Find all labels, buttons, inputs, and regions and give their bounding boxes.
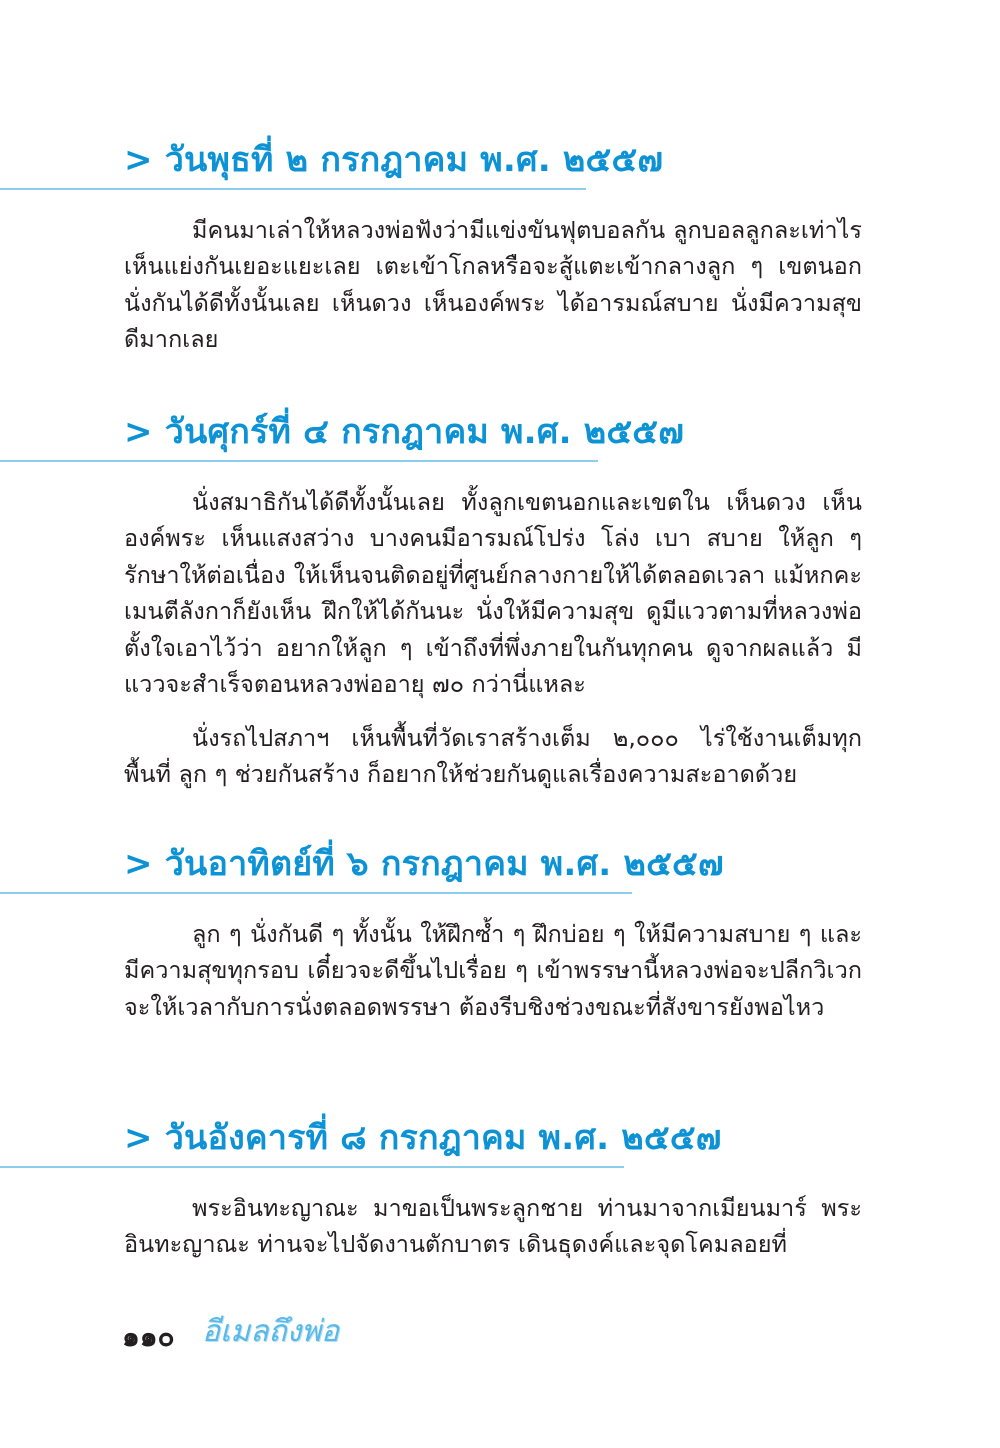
paragraph: พระอินทะญาณะ มาขอเป็นพระลูกชาย ท่านมาจากเมียนมาร์ พระอินทะญาณะ ท่านจะไปจัดงานตักบาตร เดินธุดงค์และจุดโคมลอยที่ [124, 1194, 862, 1259]
heading-text: > วันศุกร์ที่ ๔ กรกฎาคม พ.ศ. ๒๕๕๗ [124, 412, 684, 452]
paragraph: นั่งสมาธิกันได้ดีทั้งนั้นเลย ทั้งลูกเขตนอกและเขตใน เห็นดวง เห็นองค์พระ เห็นแสงสว่าง บางคนมีอารมณ์โปร่ง โล่ง เบา สบาย ให้ลูก ๆ รักษาให้ต่อเนื่อง ให้เห็นจนติดอยู่ที่ศูนย์กลางกายให้ได้ตลอดเวลา แม้หกคะเมนตีลังกาก็ยังเห็น ฝึกให้ได้กันนะ นั่งให้มีความสุข ดูมีแววตามที่หลวงพ่อตั้งใจเอาไว้ว่า อยากให้ลูก ๆ เข้าถึงที่พึ่งภายในกันทุกคน ดูจากผลแล้ว มีแววจะสำเร็จตอนหลวงพ่ออายุ ๗๐ กว่านี่แหละ [124, 488, 862, 699]
paragraph: มีคนมาเล่าให้หลวงพ่อฟังว่ามีแข่งขันฟุตบอลกัน ลูกบอลลูกละเท่าไร เห็นแย่งกันเยอะแยะเลย เตะเข้าโกลหรือจะสู้แตะเข้ากลางลูก ๆ เขตนอกนั่งกันได้ดีทั้งนั้นเลย เห็นดวง เห็นองค์พระ ได้อารมณ์สบาย นั่งมีความสุข ดีมากเลย [124, 216, 862, 354]
paragraph: นั่งรถไปสภาฯ เห็นพื้นที่วัดเราสร้างเต็ม ๒,๐๐๐ ไร่ใช้งานเต็มทุกพื้นที่ ลูก ๆ ช่วยกันสร้าง ก็อยากให้ช่วยกันดูแลเรื่องความสะอาดด้วย [124, 724, 862, 789]
heading-divider [0, 1166, 624, 1168]
page-number: ๑๑๐ [122, 1320, 175, 1353]
heading-divider [0, 188, 586, 190]
heading-text: > วันพุธที่ ๒ กรกฎาคม พ.ศ. ๒๕๕๗ [124, 140, 664, 180]
heading-text: > วันอังคารที่ ๘ กรกฎาคม พ.ศ. ๒๕๕๗ [124, 1118, 722, 1158]
book-title-logo: อีเมลถึงพ่อ [202, 1314, 340, 1349]
heading-text: > วันอาทิตย์ที่ ๖ กรกฎาคม พ.ศ. ๒๕๕๗ [124, 844, 724, 884]
heading-divider [0, 892, 632, 894]
heading-divider [0, 460, 598, 462]
paragraph: ลูก ๆ นั่งกันดี ๆ ทั้งนั้น ให้ฝึกซ้ำ ๆ ฝึกบ่อย ๆ ให้มีความสบาย ๆ และมีความสุขทุกรอบ เดี๋ยวจะดีขึ้นไปเรื่อย ๆ เข้าพรรษานี้หลวงพ่อจะปลีกวิเวก จะให้เวลากับการนั่งตลอดพรรษา ต้องรีบชิงช่วงขณะที่สังขารยังพอไหว [124, 920, 862, 1021]
